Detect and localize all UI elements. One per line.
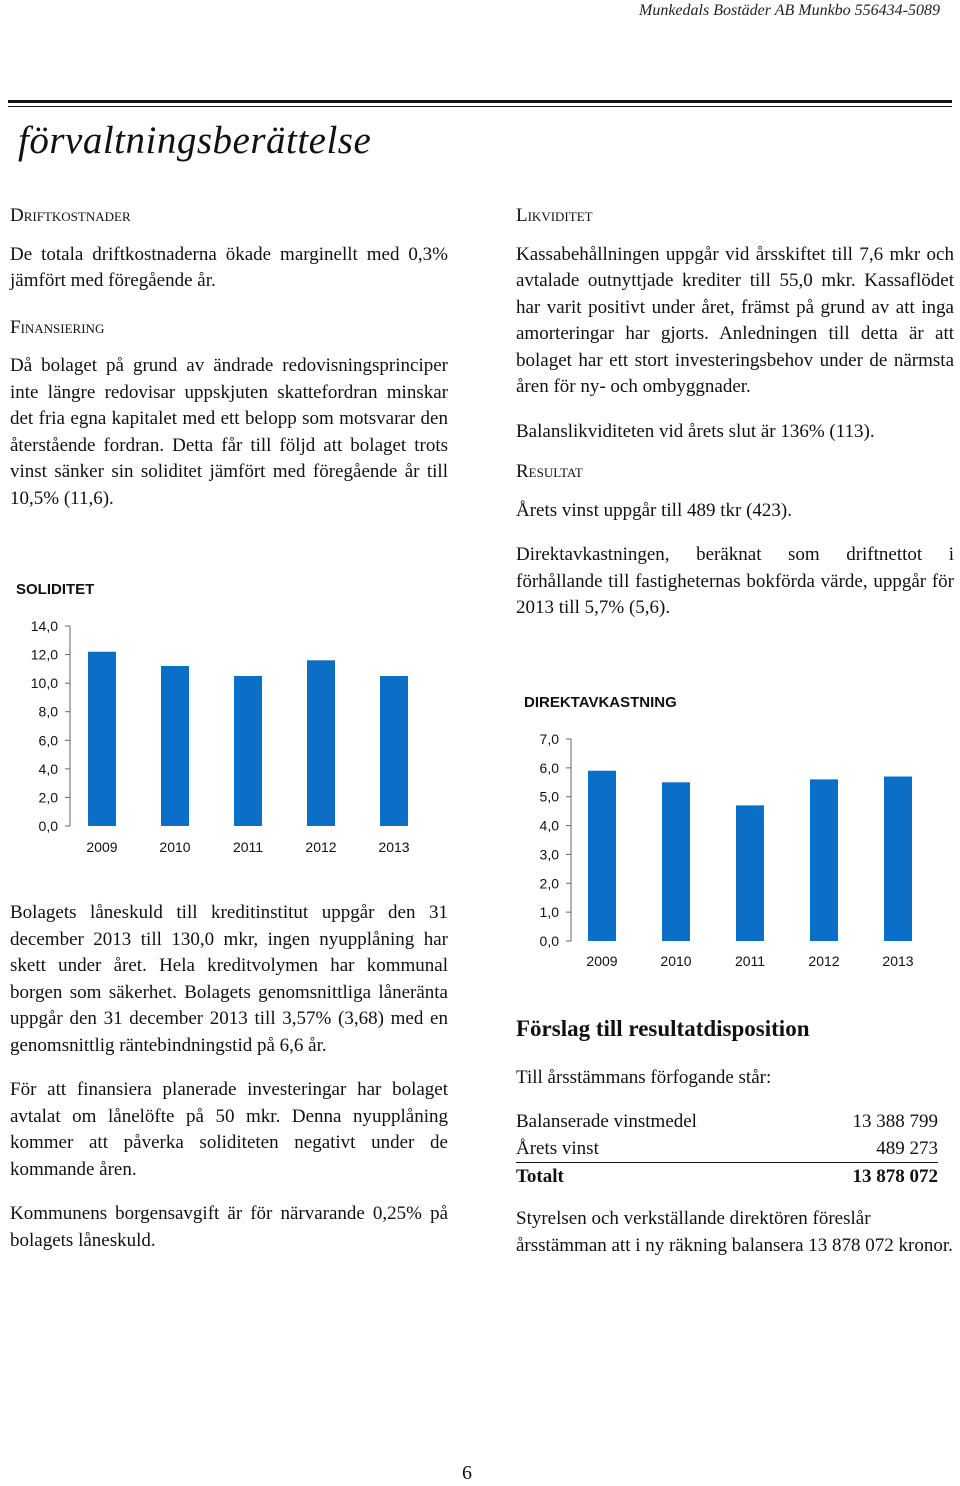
proposal-block xyxy=(516,1206,954,1259)
paragraph-resultat: Årets vinst uppgår till 489 tkr (423). xyxy=(516,499,792,521)
paragraph-proposal: Styrelsen och verkställande direktören föreslår årsstämman att i ny räkning balansera 13 878 072 kronor. xyxy=(516,1208,953,1256)
y-tick-label: 3,0 xyxy=(539,846,559,863)
document-header: Munkedals Bostäder AB Munkbo 556434-5089 xyxy=(639,2,940,19)
bar-2012 xyxy=(307,660,335,826)
y-tick-label: 14,0 xyxy=(30,618,58,634)
paragraph-finansiera: För att finansiera planerade investeringar har bolaget avtalat om lånelöfte på 50 mkr. Denna nyupplåning kommer att påverka soliditeten negativt under de kommande åren. xyxy=(10,1079,448,1180)
right-column xyxy=(516,203,954,622)
y-tick-label: 4,0 xyxy=(539,817,559,834)
header-rule-thin xyxy=(8,106,952,107)
chart-direktavkastning xyxy=(505,720,955,980)
row-value: 13 878 072 xyxy=(852,1166,938,1187)
y-tick-label: 1,0 xyxy=(539,904,559,921)
y-tick-label: 12,0 xyxy=(30,646,58,663)
table-row-total xyxy=(516,1163,938,1190)
section-heading-finansiering: Finansiering xyxy=(10,316,105,338)
paragraph-balans: Balanslikviditeten vid årets slut är 136% (113). xyxy=(516,420,875,442)
y-tick-label: 10,0 xyxy=(30,675,58,692)
table-row xyxy=(516,1135,938,1163)
x-tick-label: 2011 xyxy=(232,839,264,855)
y-tick-label: 2,0 xyxy=(38,789,58,806)
paragraph-forslag-intro: Till årsstämmans förfogande står: xyxy=(516,1067,772,1088)
x-tick-label: 2011 xyxy=(734,953,766,969)
y-tick-label: 0,0 xyxy=(38,818,58,834)
row-label: Totalt xyxy=(516,1166,564,1187)
y-tick-label: 2,0 xyxy=(539,875,559,892)
row-label: Balanserade vinstmedel xyxy=(516,1111,697,1132)
bar-2010 xyxy=(662,782,690,941)
bar-2009 xyxy=(588,771,616,941)
x-tick-label: 2009 xyxy=(586,953,618,969)
x-tick-label: 2010 xyxy=(159,839,191,855)
table-row xyxy=(516,1108,938,1135)
bar-2013 xyxy=(380,676,408,826)
header-rule xyxy=(8,100,952,103)
y-tick-label: 6,0 xyxy=(539,759,559,776)
paragraph-borgen: Kommunens borgensavgift är för närvarande 0,25% på bolagets låneskuld. xyxy=(10,1203,448,1251)
bar-2011 xyxy=(736,805,764,941)
y-tick-label: 8,0 xyxy=(38,703,58,720)
x-tick-label: 2009 xyxy=(86,839,118,855)
bar-2009 xyxy=(88,652,116,826)
paragraph-likviditet: Kassabehållningen uppgår vid årsskiftet till 7,6 mkr och avtalade outnyttjade krediter till 55,0 mkr. Kassaflödet har varit positivt under året, främst på grund av att inga amorteringar har gjorts. Anledningen till detta är att bolaget har ett stort investeringsbehov under de närmsta åren för ny- och ombyggnader. xyxy=(516,243,954,397)
bar-2010 xyxy=(161,666,189,826)
section-heading-driftkostnader: Driftkostnader xyxy=(10,205,131,226)
left-column xyxy=(10,203,448,512)
paragraph-laneskuld: Bolagets låneskuld till kreditinstitut uppgår den 31 december 2013 till 130,0 mkr, ingen nyupplåning har skett under året. Hela kreditvolymen har kommunal borgen som säkerhet. Bolagets genomsnittliga låneränta uppgår den 31 december 2013 till 3,57% (3,68) med en genomsnittlig räntebindningstid på 6,6 år. xyxy=(10,902,448,1056)
x-tick-label: 2013 xyxy=(378,839,410,855)
section-heading-resultat: Resultat xyxy=(516,461,583,482)
bar-2011 xyxy=(234,676,262,826)
disposition-table xyxy=(516,1108,938,1190)
x-tick-label: 2010 xyxy=(660,953,692,969)
x-tick-label: 2012 xyxy=(808,953,840,969)
page-number: 6 xyxy=(462,1462,472,1484)
y-tick-label: 6,0 xyxy=(38,732,58,749)
row-value: 489 273 xyxy=(876,1138,938,1159)
y-tick-label: 0,0 xyxy=(539,933,559,949)
section-heading-likviditet: Likviditet xyxy=(516,205,593,226)
chart-title-direktavkastning: DIREKTAVKASTNING xyxy=(524,694,677,711)
page-title: förvaltningsberättelse xyxy=(18,119,372,162)
paragraph-direktavkastning: Direktavkastningen, beräknat som driftnettot i förhållande till fastigheternas bokförda värde, uppgår för 2013 till 5,7% (5,6). xyxy=(516,544,954,618)
y-tick-label: 5,0 xyxy=(539,788,559,805)
y-tick-label: 4,0 xyxy=(38,760,58,777)
row-value: 13 388 799 xyxy=(852,1111,938,1132)
paragraph-driftkostnader: De totala driftkostnaderna ökade marginellt med 0,3% jämfört med föregående år. xyxy=(10,243,448,291)
bar-2012 xyxy=(810,779,838,941)
chart-title-soliditet: SOLIDITET xyxy=(16,581,95,598)
x-tick-label: 2012 xyxy=(305,839,337,855)
paragraph-finansiering: Då bolaget på grund av ändrade redovisningsprinciper inte längre redovisar uppskjuten skattefordran minskar det fria egna kapitalet med ett belopp som motsvarar den återstående fordran. Detta får till följd att bolaget trots vinst sänker sin soliditet jämfört med föregående år till 10,5% (11,6). xyxy=(10,355,448,509)
row-label: Årets vinst xyxy=(516,1138,599,1159)
y-tick-label: 7,0 xyxy=(539,731,559,747)
heading-forslag: Förslag till resultatdisposition xyxy=(516,1016,810,1041)
chart-soliditet xyxy=(0,600,470,900)
x-tick-label: 2013 xyxy=(882,953,914,969)
bar-2013 xyxy=(884,777,912,941)
left-column-lower xyxy=(10,900,448,1254)
forslag-intro xyxy=(516,1065,954,1092)
